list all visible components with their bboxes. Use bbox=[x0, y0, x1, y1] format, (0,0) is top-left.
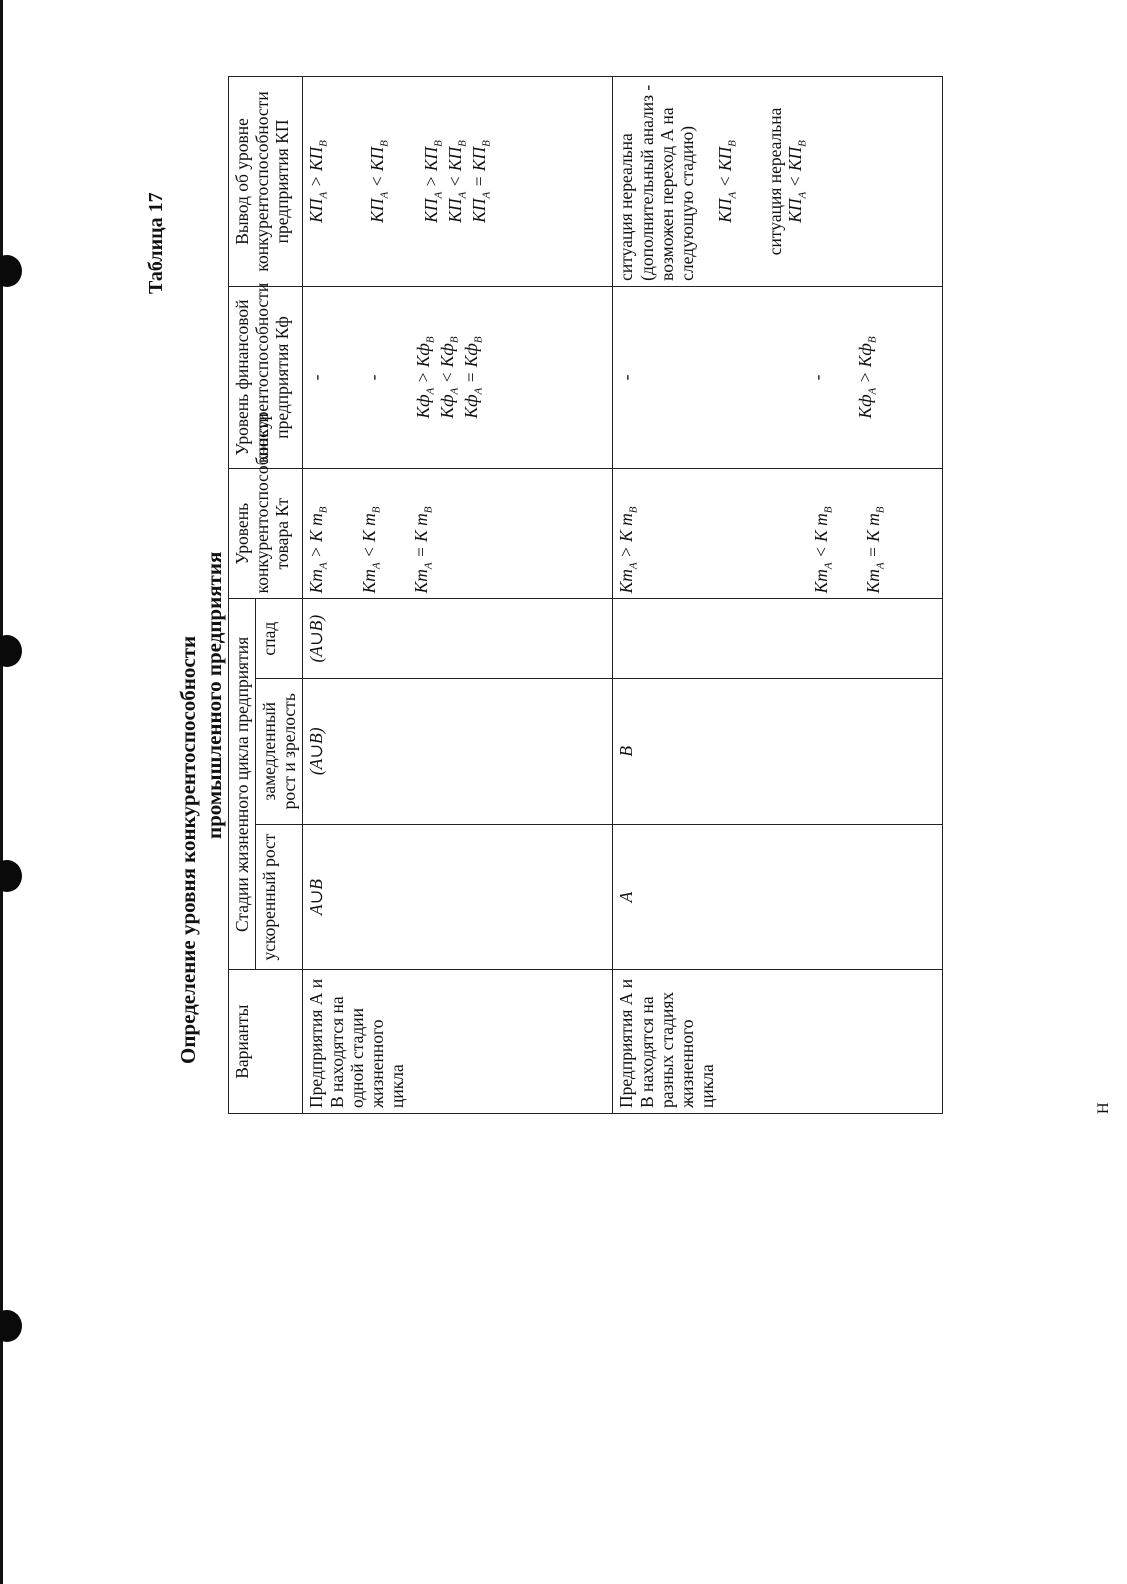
kf-value: - bbox=[362, 374, 383, 381]
header-km: Уровень конкурентоспособности товара Кт bbox=[229, 469, 303, 599]
km-value: $Кт_A > К$ $т_B$ bbox=[616, 506, 640, 594]
kp-value: $КП_A < КП_B$ bbox=[714, 140, 739, 223]
kf-value: - bbox=[306, 374, 327, 381]
kp-text: ситуация нереальна (дополнительный анализ - возможен переход А на следующую стадию) bbox=[616, 84, 697, 281]
row1-fast: A∪B bbox=[303, 824, 613, 970]
kp-value: $КП_A = КП_B$ bbox=[468, 140, 493, 223]
kp-text: ситуация нереальна bbox=[765, 107, 786, 256]
header-stage-fast: ускоренный рост bbox=[256, 824, 303, 970]
km-value: $Кт_A < К$ $т_B$ bbox=[358, 506, 383, 594]
row2-variant: Предприятия А и В находятся на разных стадиях жизненного цикла bbox=[613, 970, 943, 1114]
table-row bbox=[303, 77, 613, 1114]
kf-value: $Кф_A = Кф_B$ bbox=[460, 336, 485, 419]
row2-decline bbox=[613, 599, 943, 679]
table-title-line1: Определение уровня конкурентоспособности bbox=[176, 635, 200, 1064]
header-variants: Варианты bbox=[229, 970, 303, 1114]
km-value: $Кт_A < К$ $т_B$ bbox=[810, 506, 835, 594]
kf-value: $Кф_A < Кф_B$ bbox=[436, 336, 461, 419]
row2-fast: A bbox=[613, 824, 943, 970]
table-row bbox=[613, 77, 943, 1114]
kp-value: $КП_A < КП_B$ bbox=[785, 140, 809, 223]
kp-value: $КП_A < КП_B$ bbox=[366, 140, 391, 223]
table-title-line2: промышленного предприятия bbox=[202, 551, 226, 839]
row1-kp bbox=[303, 77, 613, 287]
header-kp: Вывод об уровне конкурентоспособности предприятия КП bbox=[229, 77, 303, 287]
kp-value: $КП_A < КП_B$ bbox=[444, 140, 469, 223]
kf-value: $Кф_A > Кф_B$ bbox=[854, 336, 879, 419]
row1-km bbox=[303, 469, 613, 599]
header-stage-decline: спад bbox=[256, 599, 303, 679]
row2-slow: B bbox=[613, 678, 943, 824]
row2-km bbox=[613, 469, 943, 599]
km-value: $Кт_A > К$ $т_B$ bbox=[306, 506, 330, 594]
header-row bbox=[229, 77, 256, 1114]
header-kf: Уровень финансовой конкурентоспособности предприятия Кф bbox=[229, 286, 303, 468]
kp-value: $КП_A > КП_B$ bbox=[420, 140, 445, 223]
kf-value: - bbox=[616, 374, 637, 381]
row2-kp bbox=[613, 77, 943, 287]
table-number: Таблица 17 bbox=[145, 192, 167, 294]
competitiveness-table bbox=[228, 76, 943, 1114]
row1-slow: (A∪B) bbox=[303, 678, 613, 824]
header-stages: Стадии жизненного цикла предприятия bbox=[229, 599, 256, 970]
km-value: $Кт_A = К$ $т_B$ bbox=[410, 506, 435, 594]
row1-kf bbox=[303, 286, 613, 468]
kp-value: $КП_A > КП_B$ bbox=[306, 140, 330, 223]
header-stage-slow: замедленный рост и зрелость bbox=[256, 678, 303, 824]
km-value: $Кт_A = К$ $т_B$ bbox=[862, 506, 887, 594]
kf-value: - bbox=[806, 374, 827, 381]
row1-variant: Предприятия А и В находятся на одной стадии жизненного цикла bbox=[303, 970, 613, 1114]
row2-kf bbox=[613, 286, 943, 468]
footer-mark: Н bbox=[1095, 1102, 1112, 1114]
kf-value: $Кф_A > Кф_B$ bbox=[412, 336, 437, 419]
row1-decline: (A∪B) bbox=[303, 599, 613, 679]
